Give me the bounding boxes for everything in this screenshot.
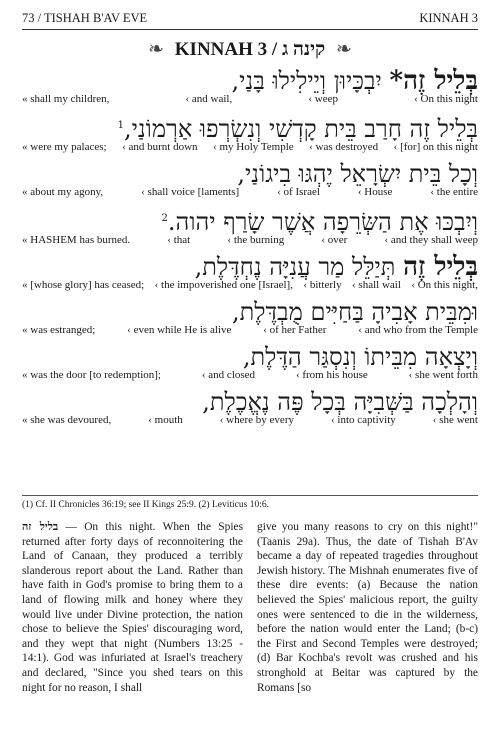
- gloss-word: ‹ and wail,: [185, 93, 233, 105]
- gloss-word: « were my palaces;: [22, 141, 107, 153]
- verse-hebrew-text: יִבְכָּיוּן וְיֵילִילוּ בָּנַי,: [231, 67, 390, 95]
- gloss-word: ‹ mouth: [148, 414, 183, 426]
- gloss-word: ‹ and closed: [201, 369, 256, 381]
- verse-hebrew: [22, 387, 478, 417]
- verse-hebrew: [22, 297, 478, 327]
- gloss-word: ‹ House: [357, 186, 393, 198]
- footnote-marker: 1: [117, 120, 124, 131]
- verse-line: [22, 252, 478, 291]
- gloss-word: ‹ shall voice [laments]: [141, 186, 240, 198]
- ornament-left-icon: ❧: [148, 39, 165, 60]
- page-number-title: 73 / TISHAH B'AV EVE: [22, 11, 148, 25]
- gloss-word: ‹ even while He is alive: [127, 324, 232, 336]
- verse-line: [22, 111, 478, 153]
- commentary-text-1: — On this night. When the Spies returned after forty days of reconnoitering the Land of Canaan, they produced a terribly slanderous report about the Land. Rather than have faith in God's promise to bring them to a land of flowing milk and honey where they would live under Divine protection, the nation chose to believe the Spies' discouraging word, and they wept that night (Numbers 13:25 - 14:1). God was infuriated at Israel's treachery and declared, "Since you shed tears on this night for no reason, I shall: [22, 521, 243, 694]
- gloss-word: ‹ On this night: [414, 93, 478, 105]
- gloss-word: ‹ was destroyed: [309, 141, 379, 153]
- gloss-word: ‹ where by every: [219, 414, 294, 426]
- gloss-word: ‹ my Holy Temple: [213, 141, 294, 153]
- gloss-word: ‹ [for] on this night: [393, 141, 478, 153]
- verse-hebrew: [22, 66, 478, 96]
- gloss-word: ‹ the burning: [227, 234, 285, 246]
- verse-hebrew-bold: בְּלֵיל זֶה: [403, 252, 478, 282]
- gloss-word: « was estranged;: [22, 324, 96, 336]
- gloss-word: ‹ and who from the Temple: [358, 324, 478, 336]
- verse-hebrew-text: וְיָצְאָה מִבֵּיתוֹ וְנִסְגַּר הַדֶּלֶת,: [242, 343, 478, 371]
- verses: [22, 66, 478, 432]
- gloss-word: ‹ weep: [308, 93, 338, 105]
- verse-hebrew-bold: בְּלֵיל זֶה*: [389, 66, 478, 96]
- gloss-word: « [whose glory] has ceased;: [22, 279, 145, 291]
- verse-hebrew: [22, 252, 478, 282]
- gloss-word: « she was devoured,: [22, 414, 112, 426]
- gloss-word: ‹ On this night,: [411, 279, 478, 291]
- gloss-word: « about my agony,: [22, 186, 104, 198]
- verse-hebrew: [22, 111, 478, 144]
- gloss-word: ‹ into captivity: [331, 414, 396, 426]
- verse-hebrew-text: תְּיַלֵּל מַר עֲנִיָּה נֶחְדֶּלֶת,: [194, 253, 404, 281]
- kinnah-title: [0, 38, 500, 61]
- gloss-word: ‹ shall wail: [352, 279, 401, 291]
- verse-hebrew: [22, 204, 478, 237]
- gloss-word: ‹ that: [167, 234, 191, 246]
- page-header: [22, 6, 478, 30]
- gloss-word: ‹ she went: [432, 414, 478, 426]
- gloss-word: ‹ of Israel: [277, 186, 320, 198]
- commentary-col-1: [22, 520, 243, 695]
- verse-hebrew: [22, 159, 478, 189]
- ornament-right-icon: ❧: [335, 39, 352, 60]
- gloss-word: « was the door [to redemption];: [22, 369, 161, 381]
- verse-hebrew: [22, 342, 478, 372]
- verse-hebrew-text: וְכָל בֵּית יִשְׂרָאֵל יֶהְגּוּ בִיגוֹנַי,: [237, 160, 478, 188]
- title-hebrew: קינה ג: [281, 39, 326, 60]
- verse-gloss: [22, 369, 478, 381]
- verse-hebrew-text: בְּלֵיל זֶה חָרַב בֵּית קָדְשִׁי וְנִשְׂרְפוּ אַרְמוֹנַי,: [123, 115, 478, 143]
- gloss-word: ‹ the impoverished one [Israel],: [154, 279, 293, 291]
- verse-gloss: [22, 141, 478, 153]
- footnote: (1) Cf. II Chronicles 36:19; see II Kings 25:9. (2) Leviticus 10:6.: [22, 495, 478, 510]
- gloss-word: ‹ over: [321, 234, 348, 246]
- verse-line: [22, 297, 478, 336]
- verse-line: [22, 342, 478, 381]
- gloss-word: « shall my children,: [22, 93, 110, 105]
- title-english: KINNAH 3 /: [174, 39, 278, 60]
- gloss-word: ‹ from his house: [295, 369, 368, 381]
- verse-line: [22, 159, 478, 198]
- gloss-word: « HASHEM has burned.: [22, 234, 131, 246]
- gloss-word: ‹ bitterly: [303, 279, 342, 291]
- commentary-col-2: give you many reasons to cry on this night!" (Taanis 29a). Thus, the date of Tishah B'Av became a day of repeated tragedies throughout Jewish history. The Mishnah enumerates five of these dire events: (a) Because the nation believed the Spies' malicious report, the guilty ones were sentenced to die in the wilderness, before the nation would enter the Land; (b-c) the First and Second Temples were destroyed; (d) Bar Kochba's revolt was crushed and his stronghold at Beitar was captured by the Romans [so: [257, 521, 478, 694]
- commentary: [22, 520, 478, 695]
- gloss-word: ‹ and they shall weep: [384, 234, 478, 246]
- gloss-word: ‹ the entire: [430, 186, 478, 198]
- verse-gloss: [22, 234, 478, 246]
- running-head: KINNAH 3: [419, 11, 478, 25]
- verse-hebrew-text: וְהָלְכָה בַּשְּׁבִיָּה בְּכָל פֶּה נֶאֱכֶלֶת,: [202, 388, 478, 416]
- verse-line: [22, 66, 478, 105]
- verse-line: [22, 387, 478, 426]
- commentary-headword: בליל זה: [22, 520, 59, 533]
- footnote-marker: 2: [161, 213, 168, 224]
- verse-line: [22, 204, 478, 246]
- verse-hebrew-text: וּמִבֵּית אָבִיהָ בַּחַיִּים מֻבְדֶּלֶת,: [232, 298, 478, 326]
- verse-hebrew-text: וְיִבְכּוּ אֶת הַשְּׂרֵפָה אֲשֶׁר שָׂרַף יהוה.: [167, 208, 478, 236]
- gloss-word: ‹ she went forth: [408, 369, 478, 381]
- gloss-word: ‹ and burnt down: [122, 141, 198, 153]
- gloss-word: ‹ of her Father: [263, 324, 327, 336]
